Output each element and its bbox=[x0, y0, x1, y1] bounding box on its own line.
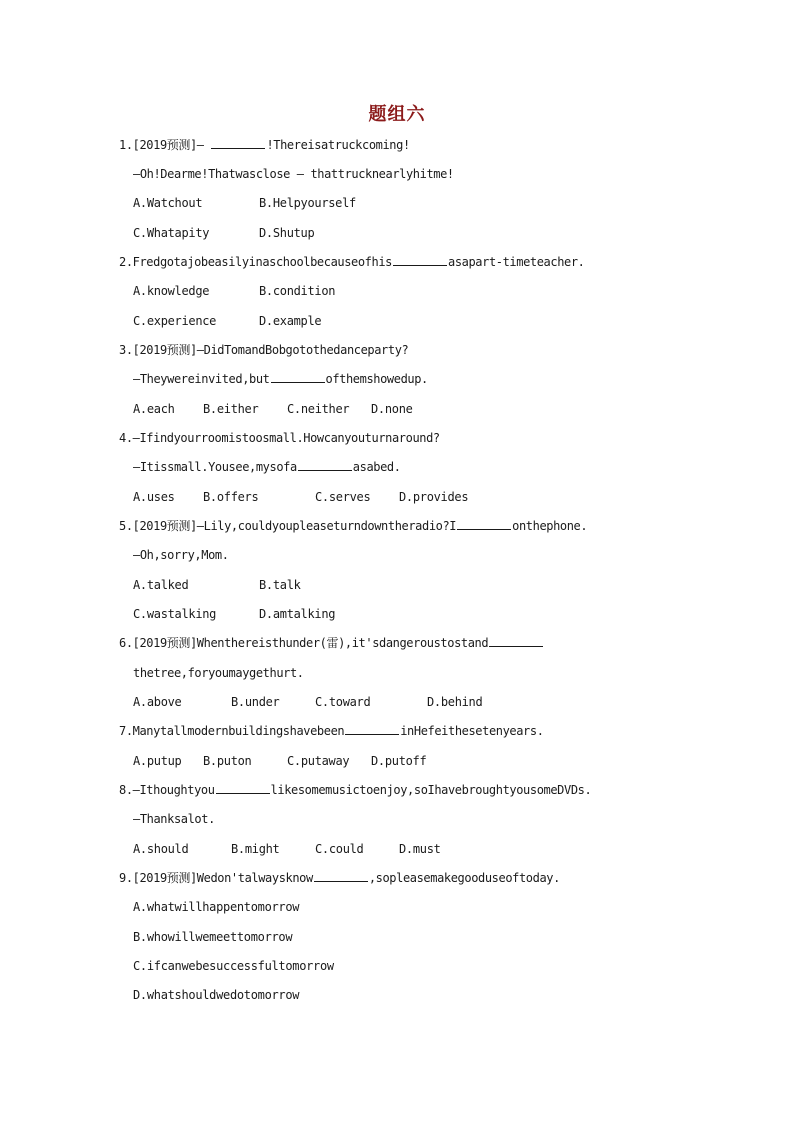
question-9-option-b[interactable]: B.whowillwemeettomorrow bbox=[133, 930, 293, 944]
question-7-option-a[interactable]: A.putup bbox=[133, 754, 182, 768]
question-7-stem: 7.Manytallmodernbuildingshavebeen inHefeithesetenyears. bbox=[119, 724, 544, 738]
answer-blank[interactable] bbox=[216, 782, 270, 794]
answer-blank[interactable] bbox=[393, 254, 447, 266]
question-8-stem: 8.—Ithoughtyou likesomemusictoenjoy,soIhavebroughtyousomeDVDs. bbox=[119, 783, 592, 797]
question-5-option-a[interactable]: A.talked bbox=[133, 578, 189, 592]
question-1-option-a[interactable]: A.Watchout bbox=[133, 196, 203, 210]
question-9-option-d[interactable]: D.whatshouldwedotomorrow bbox=[133, 988, 300, 1002]
question-5-option-b[interactable]: B.talk bbox=[259, 578, 301, 592]
question-4-dialogue: —Itissmall.Yousee,mysofa asabed. bbox=[133, 460, 401, 474]
question-9-stem: 9.[2019预测]Wedon'talwaysknow ,sopleasemakegooduseoftoday. bbox=[119, 871, 560, 885]
question-2-stem: 2.Fredgotajobeasilyinaschoolbecauseofhis asapart-timeteacher. bbox=[119, 255, 585, 269]
question-6-option-c[interactable]: C.toward bbox=[315, 695, 371, 709]
question-3-option-c[interactable]: C.neither bbox=[287, 402, 350, 416]
answer-blank[interactable] bbox=[271, 371, 325, 383]
question-3-stem: 3.[2019预测]—DidTomandBobgotothedanceparty? bbox=[119, 343, 409, 357]
page-title: 题组六 bbox=[368, 104, 426, 125]
question-7-option-d[interactable]: D.putoff bbox=[371, 754, 427, 768]
question-8-option-b[interactable]: B.might bbox=[231, 842, 280, 856]
question-6-continuation: thetree,foryoumaygethurt. bbox=[133, 666, 304, 680]
question-5-dialogue: —Oh,sorry,Mom. bbox=[133, 548, 229, 562]
question-6-option-b[interactable]: B.under bbox=[231, 695, 280, 709]
question-3-option-b[interactable]: B.either bbox=[203, 402, 259, 416]
question-6-stem: 6.[2019预测]Whenthereisthunder(雷),it'sdangeroustostand bbox=[119, 634, 544, 652]
question-8-option-c[interactable]: C.could bbox=[315, 842, 364, 856]
question-5-stem: 5.[2019预测]—Lily,couldyoupleaseturndowntheradio?I onthephone. bbox=[119, 519, 588, 533]
question-3-option-a[interactable]: A.each bbox=[133, 402, 175, 416]
question-8-option-d[interactable]: D.must bbox=[399, 842, 441, 856]
question-8-option-a[interactable]: A.should bbox=[133, 842, 189, 856]
question-1-dialogue: —Oh!Dearme!Thatwasclose — thattrucknearlyhitme! bbox=[133, 167, 454, 181]
question-4-option-d[interactable]: D.provides bbox=[399, 490, 469, 504]
answer-blank[interactable] bbox=[211, 137, 265, 149]
question-8-dialogue: —Thanksalot. bbox=[133, 812, 215, 826]
question-7-option-b[interactable]: B.puton bbox=[203, 754, 252, 768]
question-4-option-b[interactable]: B.offers bbox=[203, 490, 259, 504]
question-4-option-c[interactable]: C.serves bbox=[315, 490, 371, 504]
question-1-stem: 1.[2019预测]— !Thereisatruckcoming! bbox=[119, 138, 410, 152]
question-6-option-a[interactable]: A.above bbox=[133, 695, 182, 709]
question-6-option-d[interactable]: D.behind bbox=[427, 695, 483, 709]
question-1-option-b[interactable]: B.Helpyourself bbox=[259, 196, 356, 210]
answer-blank[interactable] bbox=[457, 518, 511, 530]
question-5-option-c[interactable]: C.wastalking bbox=[133, 607, 217, 621]
answer-blank[interactable] bbox=[489, 635, 543, 647]
question-1-option-d[interactable]: D.Shutup bbox=[259, 226, 315, 240]
question-9-option-a[interactable]: A.whatwillhappentomorrow bbox=[133, 900, 300, 914]
question-2-option-a[interactable]: A.knowledge bbox=[133, 284, 210, 298]
answer-blank[interactable] bbox=[345, 723, 399, 735]
answer-blank[interactable] bbox=[314, 870, 368, 882]
question-7-option-c[interactable]: C.putaway bbox=[287, 754, 350, 768]
question-3-option-d[interactable]: D.none bbox=[371, 402, 413, 416]
question-1-option-c[interactable]: C.Whatapity bbox=[133, 226, 210, 240]
question-2-option-b[interactable]: B.condition bbox=[259, 284, 336, 298]
question-2-option-c[interactable]: C.experience bbox=[133, 314, 217, 328]
question-4-option-a[interactable]: A.uses bbox=[133, 490, 175, 504]
question-9-option-c[interactable]: C.ifcanwebesuccessfultomorrow bbox=[133, 959, 334, 973]
question-5-option-d[interactable]: D.amtalking bbox=[259, 607, 336, 621]
question-4-stem: 4.—Ifindyourroomistoosmall.Howcanyouturnaround? bbox=[119, 431, 440, 445]
question-3-dialogue: —Theywereinvited,but ofthemshowedup. bbox=[133, 372, 428, 386]
question-2-option-d[interactable]: D.example bbox=[259, 314, 322, 328]
answer-blank[interactable] bbox=[298, 459, 352, 471]
